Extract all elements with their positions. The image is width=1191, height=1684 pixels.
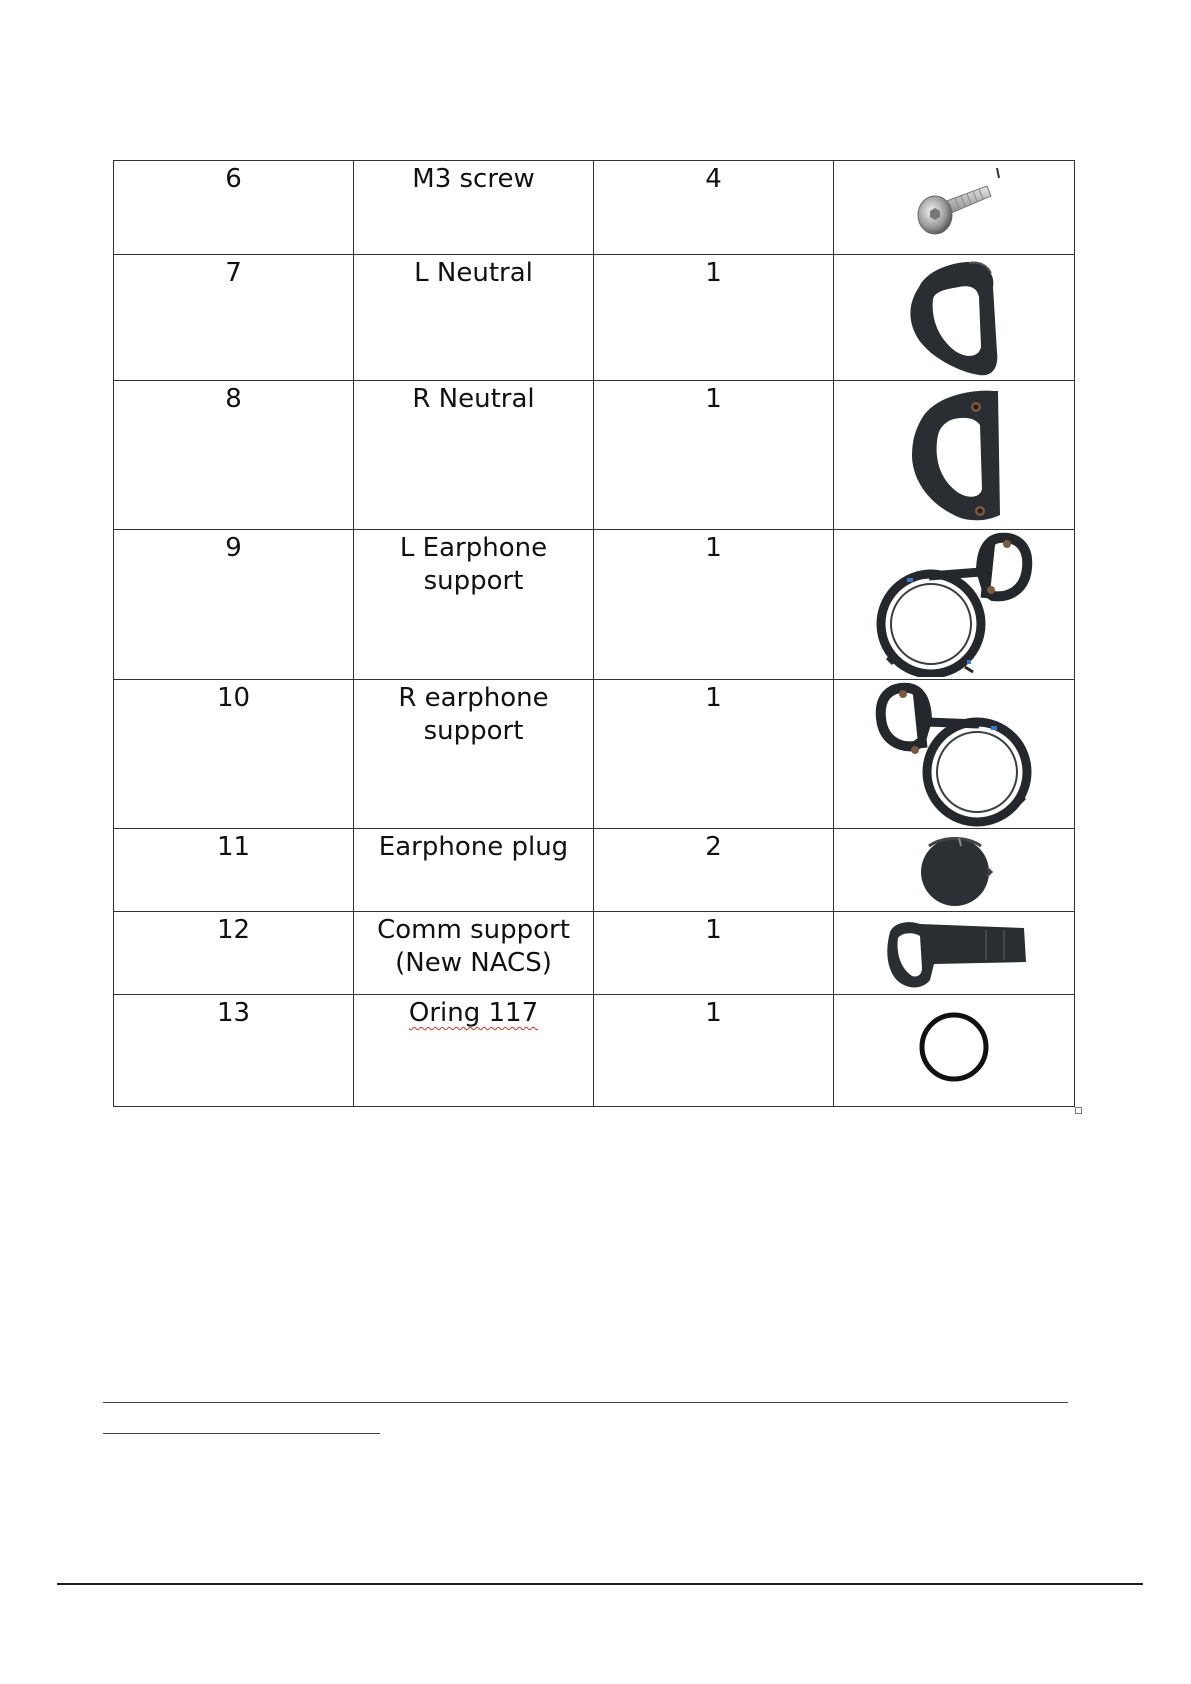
- part-image-cell: [834, 680, 1075, 829]
- part-image-cell: [834, 255, 1075, 381]
- part-name: [354, 995, 594, 1107]
- left-neutral-icon: [899, 257, 1009, 379]
- spellcheck-word: Oring 117: [408, 998, 539, 1028]
- part-image-cell: [834, 381, 1075, 530]
- part-name: L Earphone support: [354, 530, 594, 680]
- comm-support-icon: [874, 914, 1034, 992]
- oring-icon: [914, 1007, 994, 1087]
- footer-rule: [57, 1583, 1143, 1585]
- part-number: 12: [114, 912, 354, 995]
- table-row: [114, 829, 1075, 912]
- part-quantity: 4: [594, 161, 834, 255]
- table-row: [114, 530, 1075, 680]
- part-quantity: 1: [594, 381, 834, 530]
- part-image-cell: [834, 530, 1075, 680]
- table-row: [114, 381, 1075, 530]
- part-name: L Neutral: [354, 255, 594, 381]
- table-row: [114, 161, 1075, 255]
- part-number: 11: [114, 829, 354, 912]
- table-row: [114, 255, 1075, 381]
- part-number: 8: [114, 381, 354, 530]
- part-number: 7: [114, 255, 354, 381]
- part-quantity: 1: [594, 995, 834, 1107]
- table-end-marker: [1075, 1107, 1082, 1114]
- part-name: R earphone support: [354, 680, 594, 829]
- parts-table: [113, 160, 1075, 1107]
- part-image-cell: [834, 161, 1075, 255]
- part-name: Earphone plug: [354, 829, 594, 912]
- part-name: Comm support (New NACS): [354, 912, 594, 995]
- short-separator-line: [103, 1433, 380, 1434]
- part-number: 10: [114, 680, 354, 829]
- part-name: M3 screw: [354, 161, 594, 255]
- part-number: 13: [114, 995, 354, 1107]
- table-row: [114, 995, 1075, 1107]
- part-image-cell: [834, 995, 1075, 1107]
- screw-icon: [899, 168, 1009, 248]
- part-quantity: 1: [594, 680, 834, 829]
- table-row: [114, 680, 1075, 829]
- table-row: [114, 912, 1075, 995]
- left-earphone-support-icon: [869, 532, 1039, 677]
- right-neutral-icon: [894, 385, 1014, 525]
- part-quantity: 1: [594, 912, 834, 995]
- part-name: R Neutral: [354, 381, 594, 530]
- earphone-plug-icon: [909, 832, 999, 908]
- part-image-cell: [834, 912, 1075, 995]
- part-quantity: 1: [594, 255, 834, 381]
- separator-line: [103, 1402, 1068, 1403]
- part-quantity: 2: [594, 829, 834, 912]
- part-quantity: 1: [594, 530, 834, 680]
- part-number: 6: [114, 161, 354, 255]
- right-earphone-support-icon: [869, 682, 1039, 827]
- part-number: 9: [114, 530, 354, 680]
- part-image-cell: [834, 829, 1075, 912]
